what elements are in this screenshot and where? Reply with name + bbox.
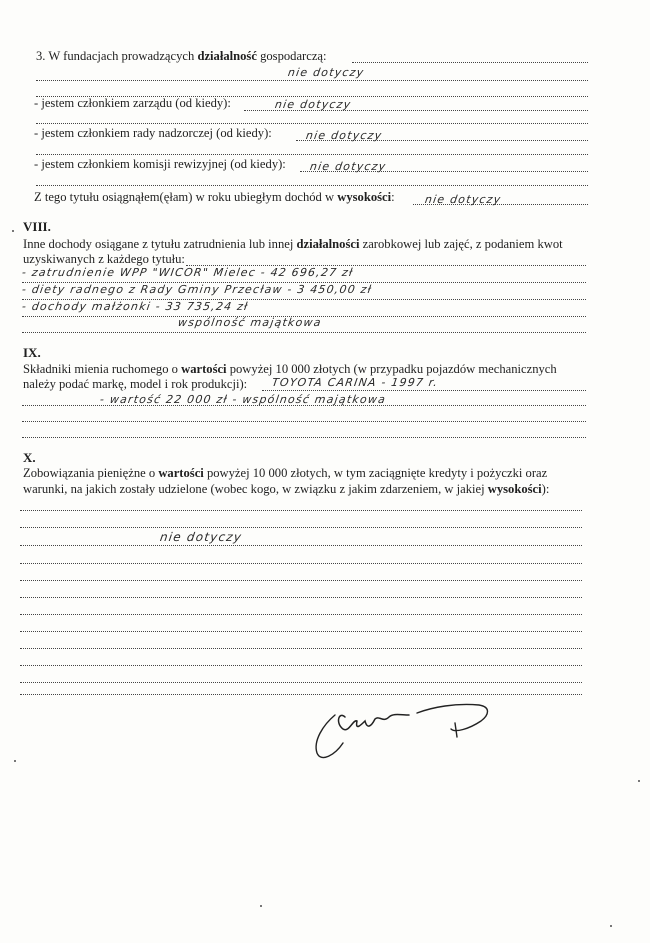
dotted-line xyxy=(20,631,582,632)
handwritten-answer: nie dotyczy xyxy=(424,193,503,206)
handwritten-note: wspólność majątkowa xyxy=(177,316,323,329)
board-member-label: - jestem członkiem zarządu (od kiedy): xyxy=(34,96,231,110)
dotted-line xyxy=(20,527,582,528)
dotted-line xyxy=(20,648,582,649)
income-entry: - zatrudnienie WPP "WICOR" Mielec - 42 696,27 zł xyxy=(21,266,355,279)
section-heading-viii: VIII. xyxy=(23,219,51,234)
dotted-line xyxy=(20,563,582,564)
handwritten-answer: TOYOTA CARINA - 1997 r. xyxy=(271,376,440,389)
income-entry: - dochody małżonki - 33 735,24 zł xyxy=(21,300,250,313)
dotted-line xyxy=(20,580,582,581)
handwritten-answer: nie dotyczy xyxy=(274,98,353,111)
scan-speck xyxy=(610,925,612,927)
scan-speck xyxy=(260,905,262,907)
income-entry: - diety radnego z Rady Gminy Przecław - 3 450,00 zł xyxy=(21,283,373,296)
sec10-description: Zobowiązania pieniężne o wartości powyżej 10 000 złotych, w tym zaciągnięte kredyty i pożyczki oraz xyxy=(23,466,548,480)
sec9-description: Składniki mienia ruchomego o wartości powyżej 10 000 złotych (w przypadku pojazdów mechanicznych xyxy=(23,362,557,376)
dotted-line xyxy=(20,665,582,666)
dotted-line xyxy=(22,437,586,438)
audit-committee-label: - jestem członkiem komisji rewizyjnej (od kiedy): xyxy=(34,157,286,171)
handwritten-answer: nie dotyczy xyxy=(159,530,244,544)
sec3-title: 3. W fundacjach prowadzących działalność gospodarczą: xyxy=(36,49,327,63)
sec9-description-cont: należy podać markę, model i rok produkcji): xyxy=(23,377,248,391)
dotted-line xyxy=(36,154,588,155)
dotted-line xyxy=(36,123,588,124)
dotted-line xyxy=(22,421,586,422)
handwritten-answer: - wartość 22 000 zł - wspólność majątkowa xyxy=(99,393,387,406)
dotted-line xyxy=(352,62,588,63)
handwritten-answer: nie dotyczy xyxy=(287,66,366,79)
sec10-description-cont: warunki, na jakich zostały udzielone (wobec kogo, w związku z jakim zdarzeniem, w jakiej wysokości): xyxy=(23,482,550,496)
signature xyxy=(305,695,495,770)
scan-speck xyxy=(14,760,16,762)
scan-speck xyxy=(12,230,14,232)
dotted-line xyxy=(20,694,582,695)
scan-speck xyxy=(638,780,640,782)
dotted-line xyxy=(20,545,582,546)
dotted-line xyxy=(20,682,582,683)
section-heading-ix: IX. xyxy=(23,345,41,360)
income-label: Z tego tytułu osiągnąłem(ęłam) w roku ubiegłym dochód w wysokości: xyxy=(34,190,395,204)
dotted-line xyxy=(20,510,582,511)
handwritten-answer: nie dotyczy xyxy=(305,129,384,142)
handwritten-answer: nie dotyczy xyxy=(309,160,388,173)
dotted-line xyxy=(36,185,588,186)
supervisory-board-label: - jestem członkiem rady nadzorczej (od kiedy): xyxy=(34,126,272,140)
dotted-line xyxy=(20,597,582,598)
dotted-line xyxy=(36,80,588,81)
dotted-line xyxy=(20,614,582,615)
sec8-description-cont: uzyskiwanych z każdego tytułu: xyxy=(23,252,185,266)
dotted-line xyxy=(22,332,586,333)
sec8-description: Inne dochody osiągane z tytułu zatrudnienia lub innej działalności zarobkowej lub zajęć, z podaniem kwot xyxy=(23,237,563,251)
dotted-line xyxy=(262,390,586,391)
section-heading-x: X. xyxy=(23,450,36,465)
